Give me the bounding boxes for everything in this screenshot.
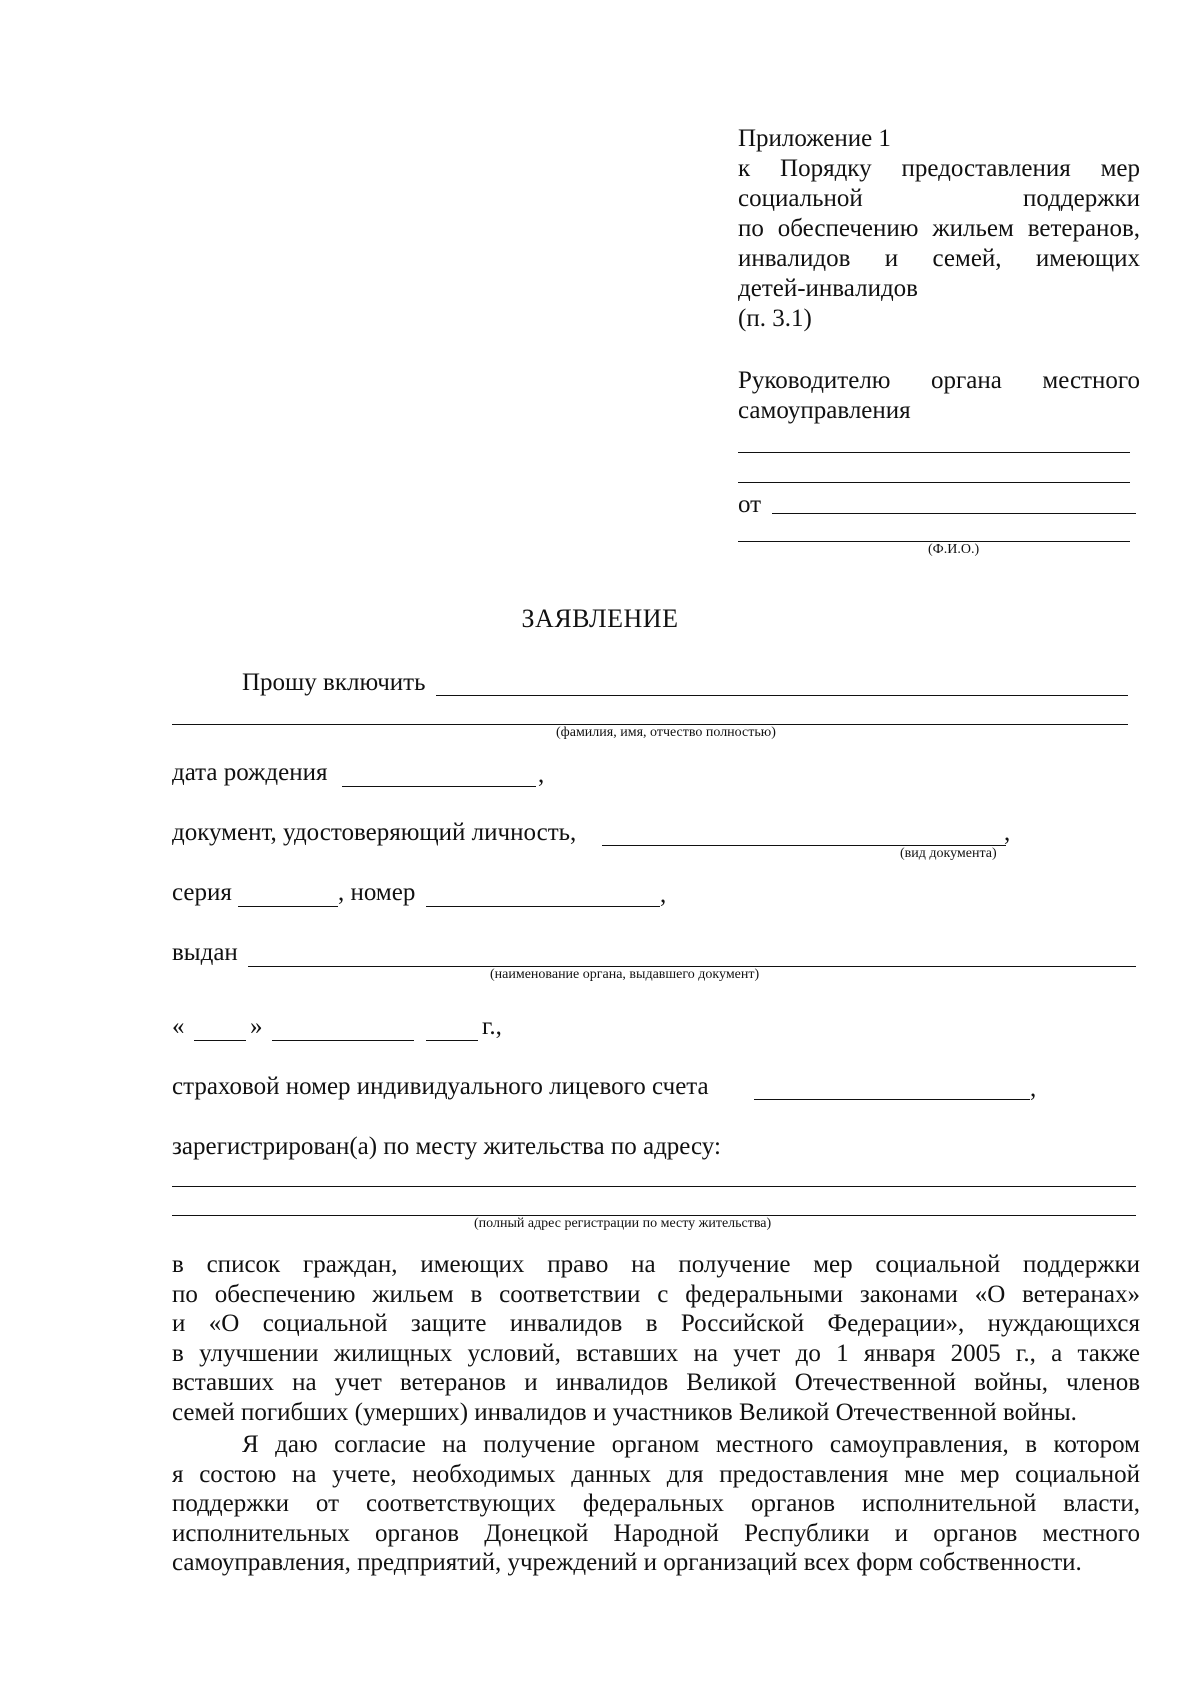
- order-reference-line: (п. 3.1): [738, 305, 812, 332]
- paragraph-line: в список граждан, имеющих право на получение мер социальной поддержки: [172, 1251, 1140, 1278]
- addressee-blank-2[interactable]: [738, 482, 1130, 483]
- addressee-blank-1[interactable]: [738, 452, 1130, 453]
- address-caption: (полный адрес регистрации по месту жительства): [474, 1216, 772, 1231]
- number-label: , номер: [338, 879, 416, 906]
- order-reference-line: детей-инвалидов: [738, 275, 918, 302]
- paragraph-line: исполнительных органов Донецкой Народной Республики и органов местного: [172, 1519, 1140, 1547]
- issue-month-blank[interactable]: [272, 1040, 414, 1041]
- number-blank[interactable]: [426, 906, 660, 907]
- issue-year-blank[interactable]: [426, 1040, 478, 1041]
- fullname-caption: (фамилия, имя, отчество полностью): [556, 725, 776, 740]
- addressee: [738, 366, 1140, 426]
- comma: ,: [660, 881, 667, 908]
- date-close-quote: »: [250, 1013, 263, 1040]
- order-reference: [738, 154, 1140, 334]
- year-suffix: г.,: [482, 1013, 502, 1040]
- document-title: ЗАЯВЛЕНИЕ: [521, 604, 679, 633]
- address-blank-1[interactable]: [172, 1186, 1136, 1187]
- paragraph-line: и «О социальной защите инвалидов в Российской Федерации», нуждающихся: [172, 1310, 1140, 1337]
- comma: ,: [1004, 819, 1011, 846]
- from-label: от: [738, 491, 762, 518]
- order-reference-line: социальной поддержки: [738, 185, 1140, 212]
- order-reference-line: по обеспечению жильем ветеранов,: [738, 215, 1140, 242]
- snils-label: страховой номер индивидуального лицевого счета: [172, 1073, 709, 1100]
- comma: ,: [538, 761, 545, 788]
- issue-day-blank[interactable]: [194, 1040, 246, 1041]
- doc-type-caption: (вид документа): [900, 846, 997, 861]
- addressee-line: Руководителю органа местного: [738, 367, 1140, 394]
- appendix-label: Приложение 1: [738, 125, 891, 152]
- birth-date-blank[interactable]: [342, 786, 536, 787]
- fio-caption: (Ф.И.О.): [928, 542, 980, 557]
- snils-blank[interactable]: [754, 1099, 1030, 1100]
- paragraph-line: поддержки от соответствующих федеральных органов исполнительной власти,: [172, 1490, 1140, 1517]
- series-label: серия: [172, 879, 232, 906]
- include-name-blank[interactable]: [436, 695, 1128, 696]
- issuer-caption: (наименование органа, выдавшего документ): [490, 967, 760, 982]
- paragraph-line: Я даю согласие на получение органом местного самоуправления, в котором: [242, 1431, 1140, 1458]
- birth-date-label: дата рождения: [172, 759, 328, 786]
- order-reference-line: инвалидов и семей, имеющих: [738, 245, 1140, 272]
- paragraph-line: я состою на учете, необходимых данных для предоставления мне мер социальной: [172, 1460, 1140, 1488]
- address-label: зарегистрирован(а) по месту жительства по адресу:: [172, 1133, 721, 1160]
- date-open-quote: «: [172, 1013, 185, 1040]
- series-blank[interactable]: [238, 906, 338, 907]
- list-paragraph: [172, 1250, 1140, 1427]
- paragraph-line: самоуправления, предприятий, учреждений и организаций всех форм собственности.: [172, 1549, 1082, 1576]
- paragraph-line: семей погибших (умерших) инвалидов и участников Великой Отечественной войны.: [172, 1398, 1077, 1426]
- paragraph-line: вставших на учет ветеранов и инвалидов Великой Отечественной войны, членов: [172, 1369, 1140, 1396]
- id-document-label: документ, удостоверяющий личность,: [172, 819, 577, 846]
- comma: ,: [1030, 1075, 1037, 1102]
- paragraph-line: в улучшении жилищных условий, вставших на учет до 1 января 2005 г., а также: [172, 1339, 1140, 1367]
- issued-label: выдан: [172, 939, 238, 966]
- consent-paragraph: [172, 1430, 1140, 1578]
- include-label: Прошу включить: [242, 669, 426, 696]
- from-blank[interactable]: [772, 513, 1136, 514]
- paragraph-line: по обеспечению жильем в соответствии с федеральными законами «О ветеранах»: [172, 1280, 1140, 1308]
- addressee-line: самоуправления: [738, 397, 911, 424]
- order-reference-line: к Порядку предоставления мер: [738, 155, 1140, 182]
